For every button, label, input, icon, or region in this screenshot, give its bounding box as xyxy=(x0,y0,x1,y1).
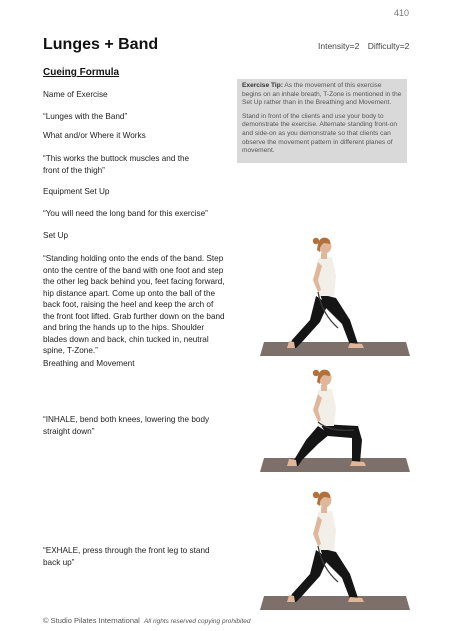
back-leg xyxy=(288,296,328,348)
exercise-mat xyxy=(260,342,410,356)
front-leg xyxy=(320,294,358,345)
lunge-start-photo xyxy=(258,224,414,360)
footer xyxy=(43,616,251,625)
lunge-return-photo xyxy=(258,478,414,614)
exercise-ratings xyxy=(318,41,409,51)
neck xyxy=(321,253,327,259)
exercise-tip-text: As the movement of this exercise begins on an inhale breath, T-Zone is mentioned in the Set Up rather than in the Breathing and Movement. xyxy=(242,82,402,107)
name-of-exercise-label: Name of Exercise xyxy=(43,90,108,99)
exercise-tip-box xyxy=(237,79,407,163)
rights-notice: All rights reserved copying prohibited xyxy=(143,618,251,625)
inhale-cue: “INHALE, bend both knees, lowering the body straight down” xyxy=(43,415,210,436)
exercise-tip-demonstration: Stand in front of the clients and use your body to demonstrate the exercise. Alternate standing front-on and side-on as you demonstrate so that clients can observe the movement pattern in different planes of movement. xyxy=(242,112,398,155)
name-of-exercise-quote: “Lunges with the Band” xyxy=(43,112,128,121)
neck xyxy=(321,385,327,391)
breathing-movement-label: Breathing and Movement xyxy=(43,359,135,368)
hair-bun xyxy=(313,492,319,498)
page-title: Lunges + Band xyxy=(43,36,159,53)
exhale-cue: “EXHALE, press through the front leg to stand back up” xyxy=(43,546,210,567)
what-it-works-quote: “This works the buttock muscles and the front of the thigh” xyxy=(43,154,190,175)
exercise-tip-label: Exercise Tip: xyxy=(242,82,283,89)
copyright-text: © Studio Pilates International xyxy=(43,616,140,625)
lunge-low-photo xyxy=(258,360,414,482)
front-leg xyxy=(320,548,358,599)
setup-quote: “Standing holding onto the ends of the band. Step onto the centre of the band with one foot and step the other leg back behind you, feet facing forward, hip distance apart. Come up onto the ball of the back foot, raising the heel and keep the arch of the front foot lifted. Grab further down on the band and bring the hands up to the hips. Shoulder blades down and back, chin tucked in, neutral spine, T-Zone.” xyxy=(43,254,225,355)
page-number: 410 xyxy=(393,8,409,18)
back-leg xyxy=(288,550,328,602)
cueing-formula-heading: Cueing Formula xyxy=(43,67,120,78)
neck xyxy=(321,507,327,513)
setup-label: Set Up xyxy=(43,231,69,240)
what-it-works-label: What and/or Where it Works xyxy=(43,131,146,140)
hair-bun xyxy=(313,238,319,244)
hair-bun xyxy=(313,370,319,376)
intensity-rating: Intensity=2 xyxy=(318,41,360,51)
equipment-setup-quote: “You will need the long band for this exercise” xyxy=(43,209,208,218)
exercise-tip-paragraph xyxy=(242,82,402,108)
equipment-setup-label: Equipment Set Up xyxy=(43,187,110,196)
exercise-mat xyxy=(260,596,410,610)
exercise-mat xyxy=(260,458,410,472)
difficulty-rating: Difficulty=2 xyxy=(367,41,410,51)
